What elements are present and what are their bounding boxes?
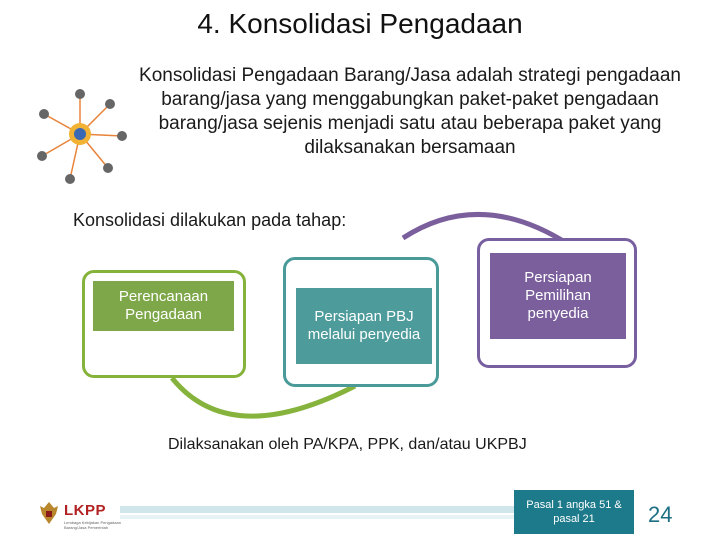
stage-label-perencanaan: Perencanaan Pengadaan	[93, 281, 234, 331]
garuda-emblem-icon	[38, 500, 60, 526]
stage-intro-text: Konsolidasi dilakukan pada tahap:	[73, 210, 347, 230]
stage-label-persiapan-pemilihan: Persiapan Pemilihan penyedia	[490, 253, 626, 339]
legal-reference-text: Pasal 1 angka 51 & pasal 21	[526, 499, 622, 525]
executor-note: Dilaksanakan oleh PA/KPA, PPK, dan/atau UKPBJ	[168, 436, 527, 453]
brand-subtitle: Lembaga Kebijakan Pengadaan Barang/Jasa Pemerintah	[64, 520, 121, 530]
brand-logo-text: LKPP	[64, 502, 107, 519]
definition-text: Konsolidasi Pengadaan Barang/Jasa adalah strategi pengadaan barang/jasa yang menggabungkan paket-paket pengadaan barang/jasa sejenis menjadi satu atau beberapa paket yang dilaksanakan bersamaan	[139, 65, 681, 158]
stage-label-persiapan-pbj: Persiapan PBJ melalui penyedia	[296, 288, 432, 364]
slide-title: 4. Konsolidasi Pengadaan	[197, 8, 523, 39]
legal-reference-box	[514, 490, 634, 534]
page-number: 24	[648, 502, 673, 527]
